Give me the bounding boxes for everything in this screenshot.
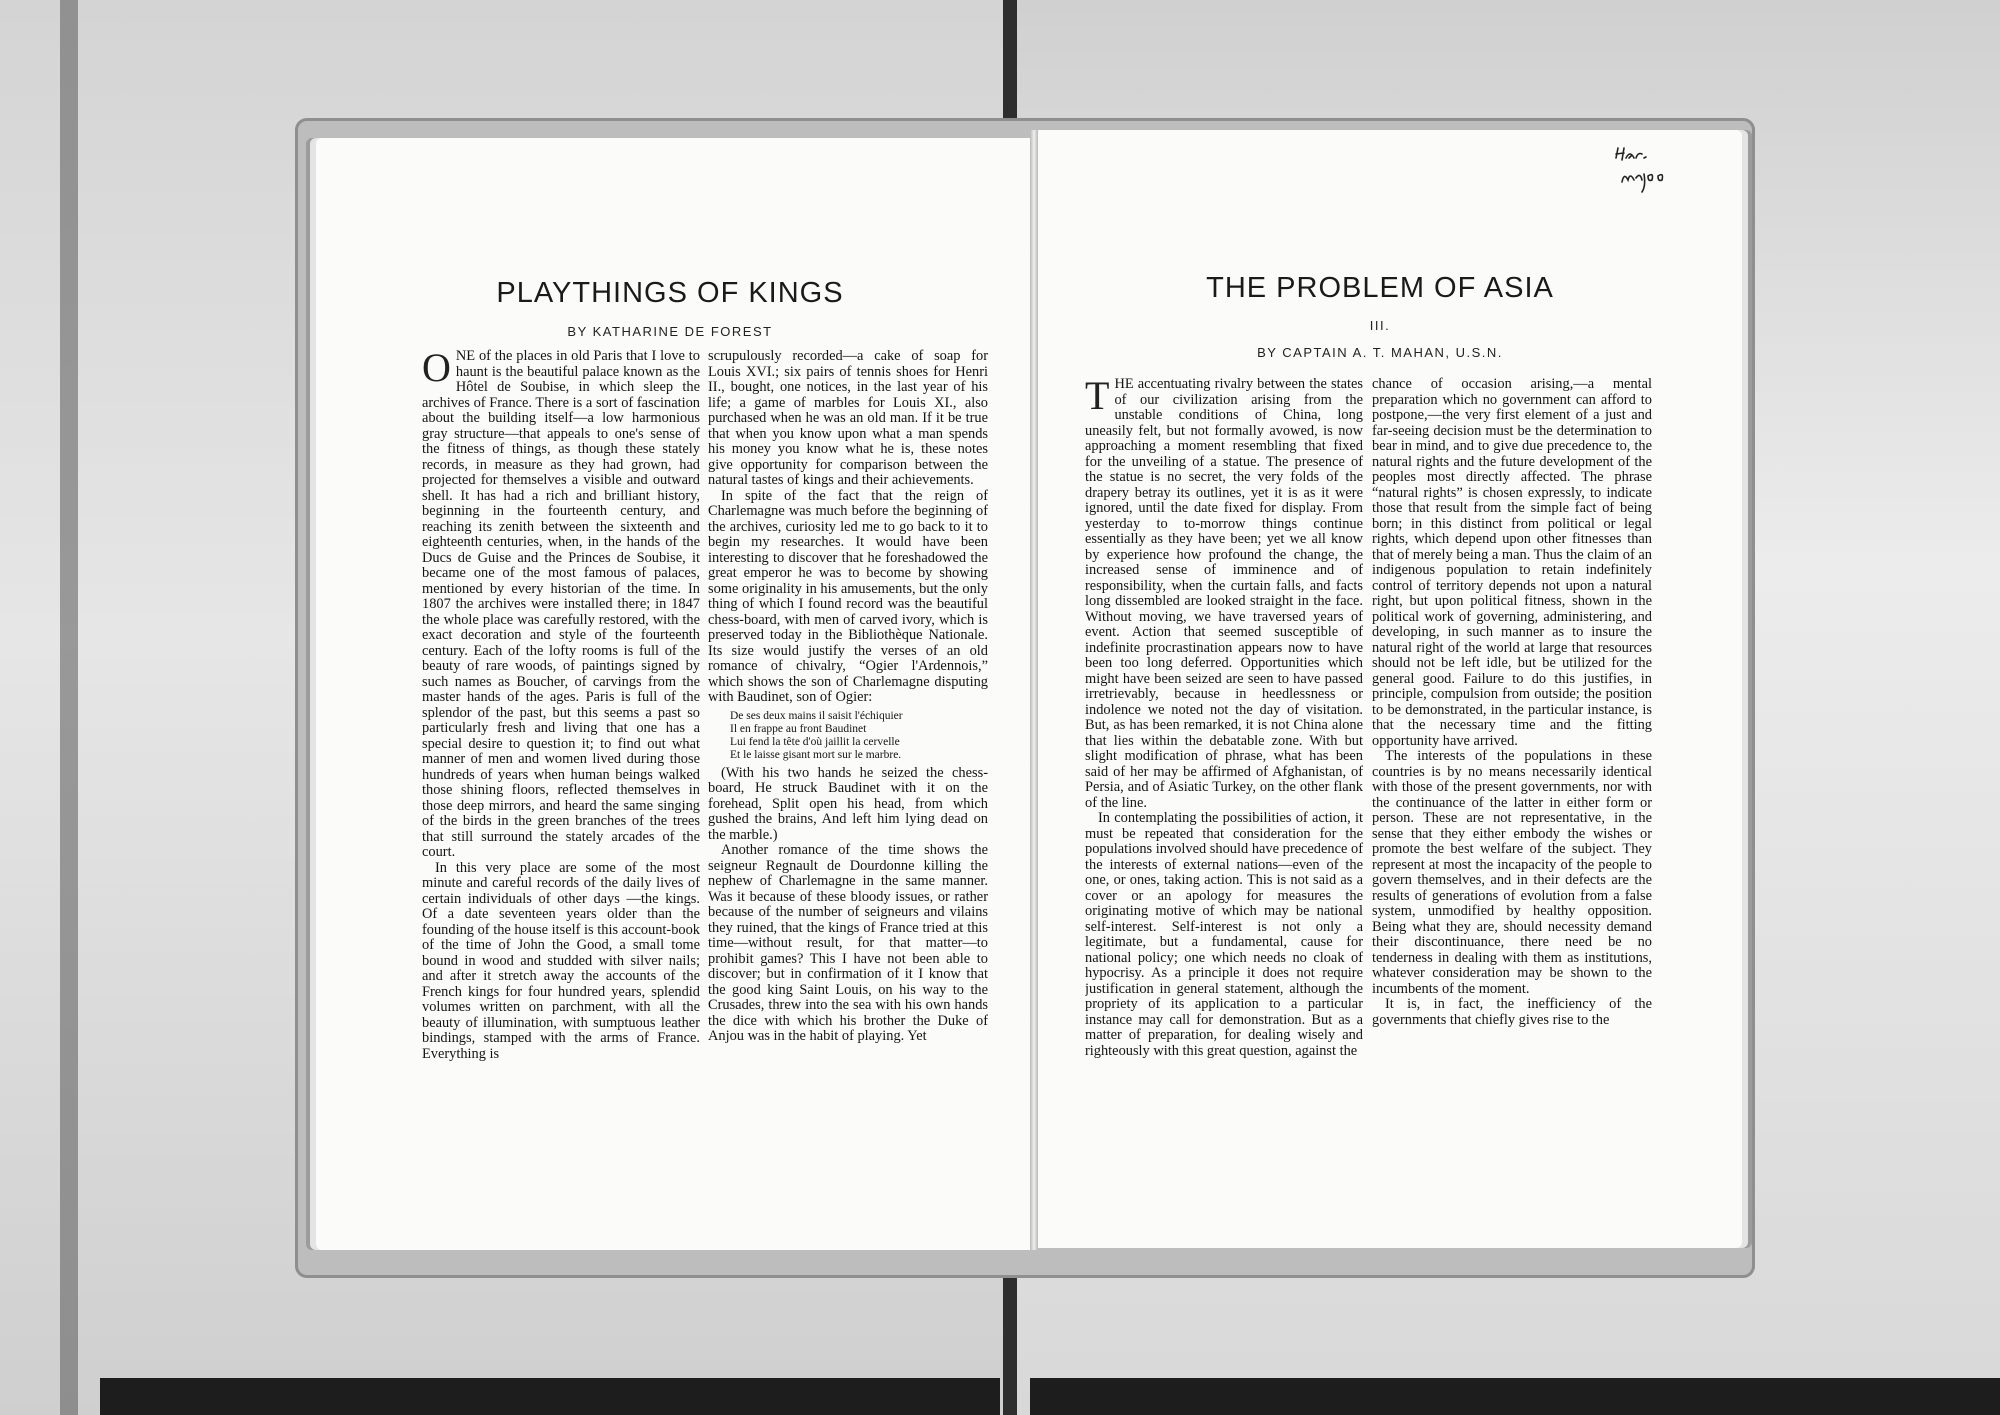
left-article-column-1 (422, 349, 700, 1149)
right-col1-paragraph-2: In contemplating the possibilities of action, it must be repeated that consideration for the populations involved should have precedence of the interests of external nations—even of the one, or ones, taking action. This is not said as a cover or an apology for measures the originating motive of which may be national self-interest. Self-interest is not only a legitimate, but a fundamental, cause for national policy; one which needs no cloak of hypocrisy. As a principle it does not require justification in general statement, although the propriety of its application to a particular instance may call for demonstration. But as a matter of preparation, for dealing wisely and righteously with this great question, against the (1085, 810, 1363, 1059)
verse-line: Et le laisse gisant mort sur le marbre. (730, 748, 902, 761)
right-article-column-2 (1372, 377, 1652, 1149)
right-col1-paragraph-1: THE accentuating rivalry between the states of our civilization arising from the unstable conditions of China, long uneasily felt, but not formally avowed, is now approaching a moment resembling that fixed for the unveiling of a statue. The presence of the statue is no secret, the very folds of the drapery betray its outlines, yet it is as it were ignored, until the date fixed for display. From yesterday to to-morrow things continue essentially as they have been; yet we all know by experience how profound the change, the increased sense of imminence and of responsibility, when the curtain falls, and facts long dissembled are looked straight in the face. Without moving, we have traversed years of event. Action that seemed susceptible of indefinite procrastination appears now to have been too long deferred. Opportunities which might have been seized are seen to have passed irretrievably, because in heedlessness or indolence we noted not the day of visitation. But, as has been remarked, it is not China alone that lies within the debatable zone. With but slight modification of phrase, what has been said of her may be affirmed of Afghanistan, of Persia, and of Asiatic Turkey, on the other flank of the line. (1085, 377, 1363, 811)
right-article-title: THE PROBLEM OF ASIA (1206, 272, 1554, 304)
book-spine (1030, 130, 1038, 1250)
verse-line: Lui fend la tête d'où jaillit la cervelle (730, 735, 900, 748)
verse-line: De ses deux mains il saisit l'échiquier (730, 709, 903, 722)
left-col2-paragraph-1: scrupulously recorded—a cake of soap for Louis XVI.; six pairs of tennis shoes for Henri II., bought, one notices, in the last year of his life; a game of marbles for Louis XI., also purchased when he was an old man. If it be true that when you know upon what a man spends his money you know what he is, these notes give opportunity for comparison between the natural tastes of kings and their achievements. (708, 349, 988, 488)
left-col2-paragraph-4: Another romance of the time shows the seigneur Regnault de Dourdonne killing the nephew of Charlemagne in the same manner. Was it because of these bloody issues, or rather because of the number of seigneurs and vilains they ruined, that the kings of France tried at this time—without result, for that matter—to prohibit games? This I have not been able to discover; but in confirmation of it I know that the good king Saint Louis, on his way to the Crusades, threw into the sea with his own hands the dice with which his brother the Duke of Anjou was in the habit of playing. Yet (708, 842, 988, 1044)
scanner-bottom-shadow-left (100, 1378, 1000, 1415)
right-col2-paragraph-2: The interests of the populations in these countries is by no means necessarily identical with those of the present governments, nor with the continuance of the latter in either form or person. These are not representative, in the sense that they either embody the wishes or promote the best welfare of the subject. They represent at most the incapacity of the people to govern themselves, and in their defects are the results of generations of evolution from a false system, unmodified by healthy opposition. Being what they are, should necessity demand their discontinuance, there need be no tenderness in dealing with them as institutions, whatever consideration may be shown to the incumbents of the moment. (1372, 748, 1652, 997)
right-article-byline: BY CAPTAIN A. T. MAHAN, U.S.N. (1257, 345, 1503, 360)
french-verse (730, 710, 988, 762)
handwritten-annotation (1608, 146, 1688, 196)
left-article-column-2 (708, 349, 988, 1149)
right-col2-paragraph-1: chance of occasion arising,—a mental preparation which no government can afford to postpone,—the very first element of a just and far-seeing decision must be the determination to bear in mind, and to give due precedence to, the natural rights and the future development of the peoples most directly affected. The phrase “natural rights” is chosen expressly, to indicate those that result from the simple fact of being born; in this distinct from political or legal rights, which depend upon other fitnesses than that of merely being a man. Thus the claim of an indigenous population to retain indefinitely control of territory depends not upon a natural right, but upon political fitness, shown in the political work of governing, administering, and developing, in such manner as to insure the natural right of the world at large that resources should not be left idle, but be utilized for the general good. Failure to do this justifies, in principle, compulsion from outside; the position to be demonstrated, in the particular instance, is that the necessary time and the fitting opportunity have arrived. (1372, 377, 1652, 749)
scanner-bottom-shadow-right (1030, 1378, 2000, 1415)
left-col1-paragraph-1: ONE of the places in old Paris that I love to haunt is the beautiful palace known as the Hôtel de Soubise, in which sleep the archives of France. There is a sort of fascination about the building itself—a low harmonious gray structure—that appeals to one's sense of the fitness of things, as though these stately records, in measure as they had grown, had projected for themselves a visible and outward shell. It has had a rich and brilliant history, beginning in the fourteenth century, and reaching its zenith between the sixteenth and eighteenth centuries, when, in the hands of the Ducs de Guise and the Princes de Soubise, it became one of the most famous of palaces, mentioned by every historian of the time. In 1807 the archives were installed there; in 1847 the whole place was carefully restored, with the exact decoration and style of the fourteenth century. Each of the lofty rooms is full of the beauty of rare woods, of paintings signed by such names as Boucher, of carvings from the master hands of the ages. Paris is full of the splendor of the past, but this seems a past so particularly fresh and living that one has a special desire to question it; to find out what manner of men and women lived during those hundreds of years when human beings walked those shining floors, reflected themselves in those deep mirrors, and heard the same singing of the birds in the green branches of the trees that still surround the stately arcades of the court. (422, 349, 700, 860)
right-article-part-number: III. (1369, 318, 1391, 333)
right-article-column-1 (1085, 377, 1363, 1149)
left-article-title: PLAYTHINGS OF KINGS (496, 277, 844, 309)
left-col1-paragraph-2: In this very place are some of the most minute and careful records of the daily lives of certain individuals of other days —the kings. Of a date seventeen years older than the founding of the house itself is this account-book of the time of John the Good, a small tome bound in wood and studded with silver nails; and after it stretch away the accounts of the French kings for four hundred years, splendid volumes written on parchment, with all the beauty of illumination, with sumptuous leather bindings, stamped with the arms of France. Everything is (422, 859, 700, 1062)
verse-line: Il en frappe au front Baudinet (730, 722, 867, 735)
drop-cap: O (422, 349, 451, 390)
left-col2-paragraph-3: (With his two hands he seized the chess-board, He struck Baudinet with it on the forehead, Split open his head, from which gushed the brains, And left him lying dead on the marble.) (708, 764, 988, 843)
left-col2-paragraph-2: In spite of the fact that the reign of Charlemagne was much before the beginning of the archives, curiosity led me to go back to it to begin my researches. It would have been interesting to discover that he foreshadowed the great emperor he was to become by showing some originality in his amusements, but the only thing of which I found record was the beautiful chess-board, with men of carved ivory, which is preserved today in the Bibliothèque Nationale. Its size would justify the verses of an old romance of chivalry, “Ogier l'Ardennois,” which shows the son of Charlemagne disputing with Baudinet, son of Ogier: (708, 487, 988, 705)
drop-cap: T (1085, 377, 1110, 418)
scanner-edge-shadow (60, 0, 78, 1415)
left-article-byline: BY KATHARINE DE FOREST (567, 324, 773, 339)
right-col2-paragraph-3: It is, in fact, the inefficiency of the governments that chiefly gives rise to the (1372, 996, 1652, 1028)
